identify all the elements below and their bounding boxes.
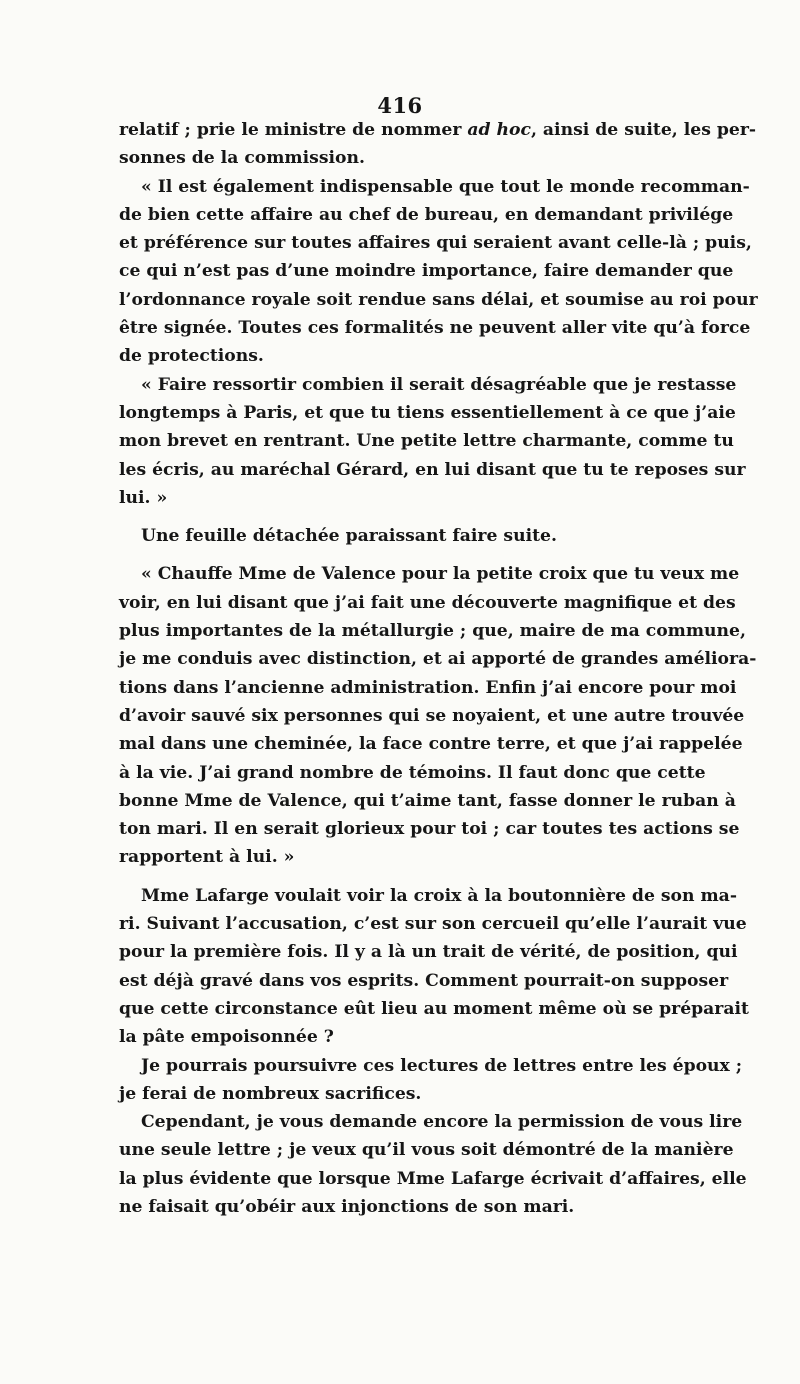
text-line-content: la pâte empoisonnée ? [119,1027,334,1048]
text-line-content: pour la première fois. Il y a là un trait de vérité, de position, qui [119,942,738,963]
text-line [119,173,750,201]
text-line [119,201,734,229]
text-line-content: ton mari. Il en serait glorieux pour toi ; car toutes tes actions se [119,819,740,840]
text-line [119,882,737,910]
text-line [119,484,697,512]
text-line-content: les écris, au maréchal Gérard, en lui disant que tu te reposes sur [119,459,746,480]
page-number: 416 [377,93,423,118]
text-line [119,759,706,787]
text-line [119,257,734,285]
text-line [119,116,757,144]
text-line-content: à la vie. J’ai grand nombre de témoins. Il faut donc que cette [119,762,706,783]
body-text [119,116,758,1221]
text-line [119,1165,747,1193]
text-line-content: je ferai de nombreux sacrifices. [119,1083,422,1104]
text-line-content: ri. Suivant l’accusation, c’est sur son cercueil qu’elle l’aurait vue [119,914,747,935]
text-line [119,371,737,399]
text-line [119,702,745,730]
text-line-content: mal dans une cheminée, la face contre terre, et que j’ai rappelée [119,734,743,755]
text-line-content: est déjà gravé dans vos esprits. Comment pourrait-on supposer [119,970,729,991]
text-line [119,674,737,702]
text-line-content: plus importantes de la métallurgie ; que, maire de ma commune, [119,621,746,642]
text-line [119,522,697,550]
text-line [119,589,736,617]
text-line-content: ne faisait qu’obéir aux injonctions de son mari. [119,1196,575,1217]
text-line [119,967,729,995]
text-line-content: Une feuille détachée paraissant faire suite. [141,526,557,547]
text-line [119,427,734,455]
text-line-content: bonne Mme de Valence, qui t’aime tant, fasse donner le ruban à [119,790,736,811]
text-line [119,815,740,843]
text-line-content: d’avoir sauvé six personnes qui se noyaient, et une autre trouvée [119,705,745,726]
text-line [119,399,736,427]
text-line [119,1108,743,1136]
text-line [119,1023,697,1051]
text-line-content: la plus évidente que lorsque Mme Lafarge écrivait d’affaires, elle [119,1168,747,1189]
text-line-content: relatif ; prie le ministre de nommer [119,120,468,140]
text-line-content: « Chauffe Mme de Valence pour la petite croix que tu veux me [141,564,740,585]
text-line [119,1080,697,1108]
text-line-continuation: , ainsi de suite, les per- [530,120,757,140]
text-line-content: l’ordonnance royale soit rendue sans délai, et soumise au roi pour [119,289,758,310]
text-line-content: lui. » [119,487,168,508]
text-line [119,730,743,758]
text-line-content: ce qui n’est pas d’une moindre importance, faire demander que [119,261,734,282]
text-line-content: tions dans l’ancienne administration. Enfin j’ai encore pour moi [119,677,737,698]
text-line [119,314,751,342]
text-line-content: être signée. Toutes ces formalités ne peuvent aller vite qu’à force [119,318,751,339]
text-line-content: Je pourrais poursuivre ces lectures de lettres entre les époux ; [141,1055,743,1076]
text-line [119,645,757,673]
text-line [119,1136,734,1164]
text-line [119,938,738,966]
text-line [119,1193,697,1221]
italic-phrase: ad hoc [467,120,531,140]
text-line [119,560,740,588]
text-line [119,787,736,815]
text-line [119,910,747,938]
text-line [119,229,752,257]
text-line [119,995,749,1023]
text-line-content: voir, en lui disant que j’ai fait une découverte magnifique et des [119,592,736,613]
text-line-content: rapportent à lui. » [119,847,295,868]
text-line-content: de protections. [119,346,264,367]
text-line-content: de bien cette affaire au chef de bureau, en demandant privilége [119,204,734,225]
text-line [119,286,758,314]
text-line-content: sonnes de la commission. [119,148,365,169]
text-line [119,843,697,871]
text-line-content: longtemps à Paris, et que tu tiens essentiellement à ce que j’aie [119,402,736,423]
text-line-content: « Il est également indispensable que tout le monde recomman- [141,176,750,197]
text-line-content: Cependant, je vous demande encore la permission de vous lire [141,1112,743,1133]
text-line [119,342,697,370]
text-line [119,617,746,645]
text-line-content: « Faire ressortir combien il serait désagréable que je restasse [141,374,737,395]
text-line [119,144,697,172]
text-line-content: et préférence sur toutes affaires qui seraient avant celle-là ; puis, [119,233,752,254]
text-line-content: je me conduis avec distinction, et ai apporté de grandes améliora- [119,649,757,670]
text-line-content: Mme Lafarge voulait voir la croix à la boutonnière de son ma- [141,885,737,906]
text-line [119,1052,743,1080]
text-line-content: que cette circonstance eût lieu au moment même où se préparait [119,998,749,1019]
text-line-content: mon brevet en rentrant. Une petite lettre charmante, comme tu [119,431,734,452]
text-line [119,456,746,484]
text-line-content: une seule lettre ; je veux qu’il vous soit démontré de la manière [119,1140,734,1161]
